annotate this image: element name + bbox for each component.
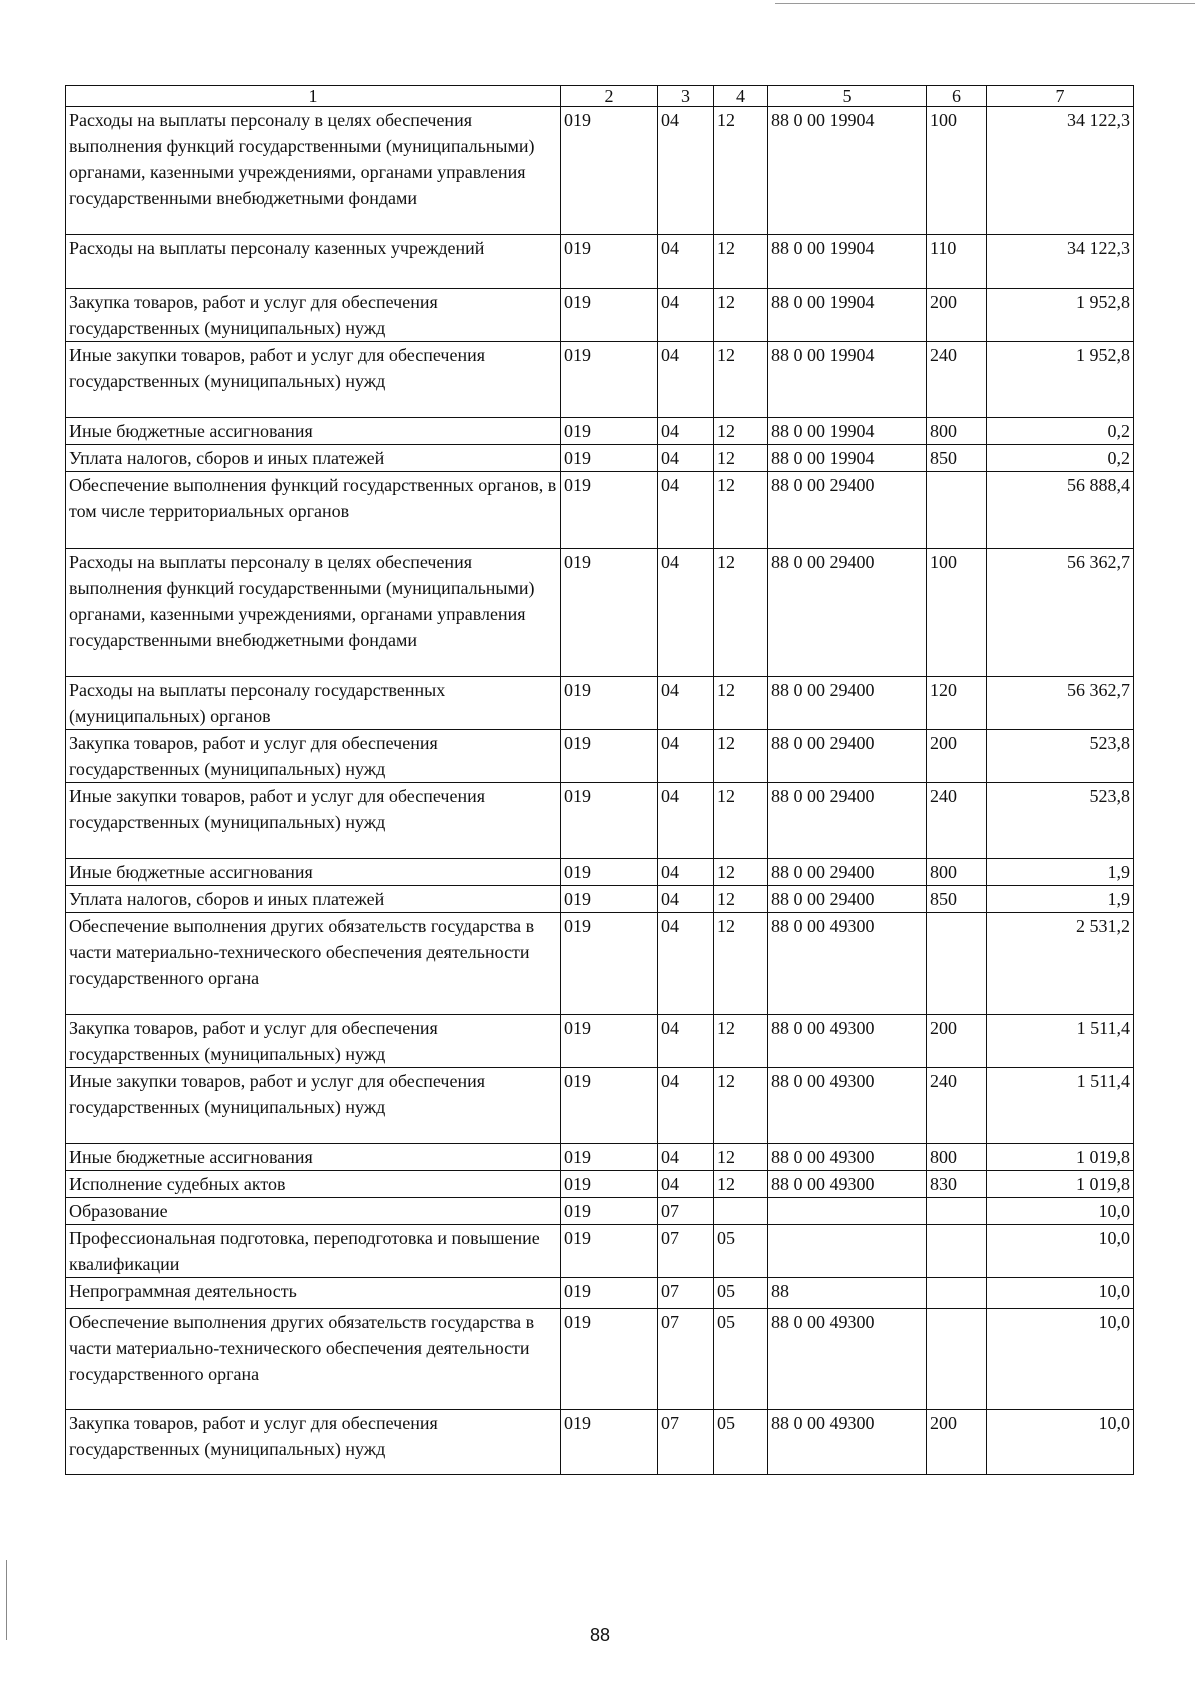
code-cell — [927, 1278, 987, 1309]
code-cell: 04 — [658, 107, 714, 235]
row-name-cell: Иные бюджетные ассигнования — [66, 418, 561, 445]
table-row — [66, 1225, 1134, 1278]
code-cell: 07 — [658, 1309, 714, 1410]
table-row — [66, 1144, 1134, 1171]
code-cell: 019 — [561, 1410, 658, 1475]
code-cell: 800 — [927, 859, 987, 886]
table-row — [66, 107, 1134, 235]
code-cell: 100 — [927, 549, 987, 677]
code-cell: 800 — [927, 418, 987, 445]
amount-cell: 10,0 — [987, 1309, 1134, 1410]
code-cell: 12 — [714, 549, 768, 677]
column-header: 7 — [987, 86, 1134, 107]
code-cell: 12 — [714, 342, 768, 418]
amount-cell: 10,0 — [987, 1278, 1134, 1309]
row-name-cell: Закупка товаров, работ и услуг для обеспечения государственных (муниципальных) нужд — [66, 730, 561, 783]
code-cell: 120 — [927, 677, 987, 730]
column-header: 6 — [927, 86, 987, 107]
table-row — [66, 730, 1134, 783]
code-cell: 240 — [927, 1068, 987, 1144]
amount-cell: 1 019,8 — [987, 1171, 1134, 1198]
row-name-cell: Обеспечение выполнения других обязательств государства в части материально-технического обеспечения деятельности государственного органа — [66, 913, 561, 1015]
amount-cell: 0,2 — [987, 445, 1134, 472]
code-cell — [927, 1225, 987, 1278]
code-cell: 12 — [714, 1144, 768, 1171]
amount-cell: 1,9 — [987, 886, 1134, 913]
code-cell: 04 — [658, 1144, 714, 1171]
code-cell: 019 — [561, 1278, 658, 1309]
code-cell: 019 — [561, 472, 658, 549]
row-name-cell: Расходы на выплаты персоналу в целях обеспечения выполнения функций государственными (муниципальными) органами, казенными учреждениями, органами управления государственными внебюджетными фондами — [66, 107, 561, 235]
code-cell: 88 0 00 49300 — [768, 1015, 927, 1068]
code-cell: 019 — [561, 1309, 658, 1410]
code-cell: 850 — [927, 445, 987, 472]
table-row — [66, 472, 1134, 549]
code-cell: 019 — [561, 418, 658, 445]
code-cell: 88 0 00 49300 — [768, 1068, 927, 1144]
column-header: 5 — [768, 86, 927, 107]
code-cell: 04 — [658, 1015, 714, 1068]
code-cell: 240 — [927, 342, 987, 418]
code-cell: 12 — [714, 677, 768, 730]
code-cell: 240 — [927, 783, 987, 859]
table-row — [66, 1015, 1134, 1068]
code-cell: 12 — [714, 1171, 768, 1198]
code-cell: 019 — [561, 859, 658, 886]
code-cell — [927, 1309, 987, 1410]
row-name-cell: Иные бюджетные ассигнования — [66, 1144, 561, 1171]
table-row — [66, 1171, 1134, 1198]
code-cell: 12 — [714, 859, 768, 886]
code-cell: 88 0 00 49300 — [768, 1309, 927, 1410]
row-name-cell: Обеспечение выполнения функций государственных органов, в том числе территориальных органов — [66, 472, 561, 549]
code-cell: 019 — [561, 783, 658, 859]
scan-artifact-line — [775, 3, 1195, 4]
row-name-cell: Расходы на выплаты персоналу в целях обеспечения выполнения функций государственными (муниципальными) органами, казенными учреждениями, органами управления государственными внебюджетными фондами — [66, 549, 561, 677]
table-row — [66, 677, 1134, 730]
code-cell: 04 — [658, 235, 714, 289]
row-name-cell: Закупка товаров, работ и услуг для обеспечения государственных (муниципальных) нужд — [66, 1015, 561, 1068]
amount-cell: 1 019,8 — [987, 1144, 1134, 1171]
code-cell: 12 — [714, 235, 768, 289]
code-cell: 88 0 00 29400 — [768, 783, 927, 859]
code-cell: 12 — [714, 418, 768, 445]
code-cell: 88 0 00 49300 — [768, 1171, 927, 1198]
code-cell: 019 — [561, 549, 658, 677]
table-row — [66, 289, 1134, 342]
code-cell: 04 — [658, 289, 714, 342]
row-name-cell: Расходы на выплаты персоналу казенных учреждений — [66, 235, 561, 289]
code-cell: 04 — [658, 859, 714, 886]
table-row — [66, 1068, 1134, 1144]
amount-cell: 34 122,3 — [987, 235, 1134, 289]
code-cell: 12 — [714, 1068, 768, 1144]
code-cell — [768, 1198, 927, 1225]
code-cell: 019 — [561, 1171, 658, 1198]
row-name-cell: Иные закупки товаров, работ и услуг для обеспечения государственных (муниципальных) нужд — [66, 342, 561, 418]
table-row — [66, 859, 1134, 886]
code-cell — [714, 1198, 768, 1225]
table-row — [66, 549, 1134, 677]
code-cell: 019 — [561, 107, 658, 235]
code-cell: 200 — [927, 1015, 987, 1068]
code-cell: 04 — [658, 677, 714, 730]
code-cell: 04 — [658, 1171, 714, 1198]
code-cell: 05 — [714, 1309, 768, 1410]
code-cell: 110 — [927, 235, 987, 289]
code-cell: 800 — [927, 1144, 987, 1171]
code-cell: 12 — [714, 445, 768, 472]
code-cell: 019 — [561, 1015, 658, 1068]
code-cell: 88 0 00 19904 — [768, 235, 927, 289]
code-cell: 04 — [658, 549, 714, 677]
code-cell: 88 0 00 19904 — [768, 445, 927, 472]
row-name-cell: Иные закупки товаров, работ и услуг для обеспечения государственных (муниципальных) нужд — [66, 1068, 561, 1144]
amount-cell: 10,0 — [987, 1225, 1134, 1278]
code-cell: 07 — [658, 1410, 714, 1475]
code-cell: 019 — [561, 1225, 658, 1278]
code-cell: 04 — [658, 730, 714, 783]
row-name-cell: Иные закупки товаров, работ и услуг для обеспечения государственных (муниципальных) нужд — [66, 783, 561, 859]
code-cell: 019 — [561, 289, 658, 342]
code-cell: 04 — [658, 1068, 714, 1144]
row-name-cell: Образование — [66, 1198, 561, 1225]
code-cell: 04 — [658, 886, 714, 913]
code-cell: 019 — [561, 445, 658, 472]
code-cell — [768, 1225, 927, 1278]
row-name-cell: Исполнение судебных актов — [66, 1171, 561, 1198]
code-cell: 88 0 00 29400 — [768, 549, 927, 677]
code-cell: 019 — [561, 1198, 658, 1225]
budget-table — [65, 85, 1134, 1475]
amount-cell: 56 362,7 — [987, 549, 1134, 677]
code-cell: 04 — [658, 418, 714, 445]
code-cell: 019 — [561, 1068, 658, 1144]
column-header: 4 — [714, 86, 768, 107]
code-cell: 12 — [714, 783, 768, 859]
code-cell: 88 0 00 29400 — [768, 730, 927, 783]
code-cell: 830 — [927, 1171, 987, 1198]
code-cell: 88 0 00 49300 — [768, 1144, 927, 1171]
code-cell — [927, 1198, 987, 1225]
code-cell: 04 — [658, 445, 714, 472]
code-cell: 04 — [658, 783, 714, 859]
column-header: 3 — [658, 86, 714, 107]
table-row — [66, 886, 1134, 913]
table-row — [66, 418, 1134, 445]
table-row — [66, 1309, 1134, 1410]
code-cell: 850 — [927, 886, 987, 913]
code-cell: 04 — [658, 913, 714, 1015]
amount-cell: 1 511,4 — [987, 1068, 1134, 1144]
row-name-cell: Иные бюджетные ассигнования — [66, 859, 561, 886]
code-cell: 019 — [561, 677, 658, 730]
row-name-cell: Закупка товаров, работ и услуг для обеспечения государственных (муниципальных) нужд — [66, 1410, 561, 1475]
code-cell: 200 — [927, 289, 987, 342]
code-cell: 019 — [561, 913, 658, 1015]
code-cell: 04 — [658, 472, 714, 549]
code-cell: 05 — [714, 1410, 768, 1475]
row-name-cell: Уплата налогов, сборов и иных платежей — [66, 445, 561, 472]
row-name-cell: Расходы на выплаты персоналу государственных (муниципальных) органов — [66, 677, 561, 730]
code-cell: 019 — [561, 730, 658, 783]
table-row — [66, 1278, 1134, 1309]
amount-cell: 1 952,8 — [987, 342, 1134, 418]
row-name-cell: Закупка товаров, работ и услуг для обеспечения государственных (муниципальных) нужд — [66, 289, 561, 342]
table-row — [66, 235, 1134, 289]
row-name-cell: Уплата налогов, сборов и иных платежей — [66, 886, 561, 913]
row-name-cell: Обеспечение выполнения других обязательств государства в части материально-технического обеспечения деятельности государственного органа — [66, 1309, 561, 1410]
column-header: 2 — [561, 86, 658, 107]
amount-cell: 523,8 — [987, 730, 1134, 783]
code-cell: 12 — [714, 289, 768, 342]
code-cell: 88 0 00 49300 — [768, 1410, 927, 1475]
code-cell: 200 — [927, 730, 987, 783]
column-header: 1 — [66, 86, 561, 107]
code-cell: 88 0 00 19904 — [768, 418, 927, 445]
table-row — [66, 913, 1134, 1015]
amount-cell: 56 888,4 — [987, 472, 1134, 549]
amount-cell: 10,0 — [987, 1410, 1134, 1475]
code-cell: 88 0 00 19904 — [768, 342, 927, 418]
code-cell: 019 — [561, 342, 658, 418]
code-cell: 019 — [561, 235, 658, 289]
code-cell: 05 — [714, 1278, 768, 1309]
amount-cell: 523,8 — [987, 783, 1134, 859]
code-cell — [927, 913, 987, 1015]
code-cell: 019 — [561, 1144, 658, 1171]
amount-cell: 1 952,8 — [987, 289, 1134, 342]
amount-cell: 10,0 — [987, 1198, 1134, 1225]
code-cell: 12 — [714, 1015, 768, 1068]
table-row — [66, 1198, 1134, 1225]
code-cell: 04 — [658, 342, 714, 418]
code-cell: 12 — [714, 472, 768, 549]
table-header-row — [66, 86, 1134, 107]
amount-cell: 56 362,7 — [987, 677, 1134, 730]
code-cell: 12 — [714, 730, 768, 783]
row-name-cell: Непрограммная деятельность — [66, 1278, 561, 1309]
amount-cell: 1,9 — [987, 859, 1134, 886]
code-cell: 100 — [927, 107, 987, 235]
table-row — [66, 445, 1134, 472]
table-row — [66, 783, 1134, 859]
code-cell: 88 0 00 19904 — [768, 289, 927, 342]
code-cell: 88 0 00 29400 — [768, 677, 927, 730]
code-cell: 07 — [658, 1225, 714, 1278]
row-name-cell: Профессиональная подготовка, переподготовка и повышение квалификации — [66, 1225, 561, 1278]
code-cell: 88 0 00 29400 — [768, 886, 927, 913]
table-body — [66, 107, 1134, 1475]
code-cell: 88 0 00 19904 — [768, 107, 927, 235]
code-cell: 88 0 00 29400 — [768, 859, 927, 886]
code-cell — [927, 472, 987, 549]
amount-cell: 0,2 — [987, 418, 1134, 445]
page-number: 88 — [589, 1625, 611, 1645]
code-cell: 12 — [714, 886, 768, 913]
code-cell: 200 — [927, 1410, 987, 1475]
code-cell: 88 — [768, 1278, 927, 1309]
code-cell: 07 — [658, 1278, 714, 1309]
code-cell: 019 — [561, 886, 658, 913]
code-cell: 88 0 00 29400 — [768, 472, 927, 549]
code-cell: 05 — [714, 1225, 768, 1278]
table-row — [66, 342, 1134, 418]
code-cell: 07 — [658, 1198, 714, 1225]
code-cell: 12 — [714, 913, 768, 1015]
amount-cell: 1 511,4 — [987, 1015, 1134, 1068]
table-row — [66, 1410, 1134, 1475]
amount-cell: 34 122,3 — [987, 107, 1134, 235]
code-cell: 12 — [714, 107, 768, 235]
amount-cell: 2 531,2 — [987, 913, 1134, 1015]
code-cell: 88 0 00 49300 — [768, 913, 927, 1015]
